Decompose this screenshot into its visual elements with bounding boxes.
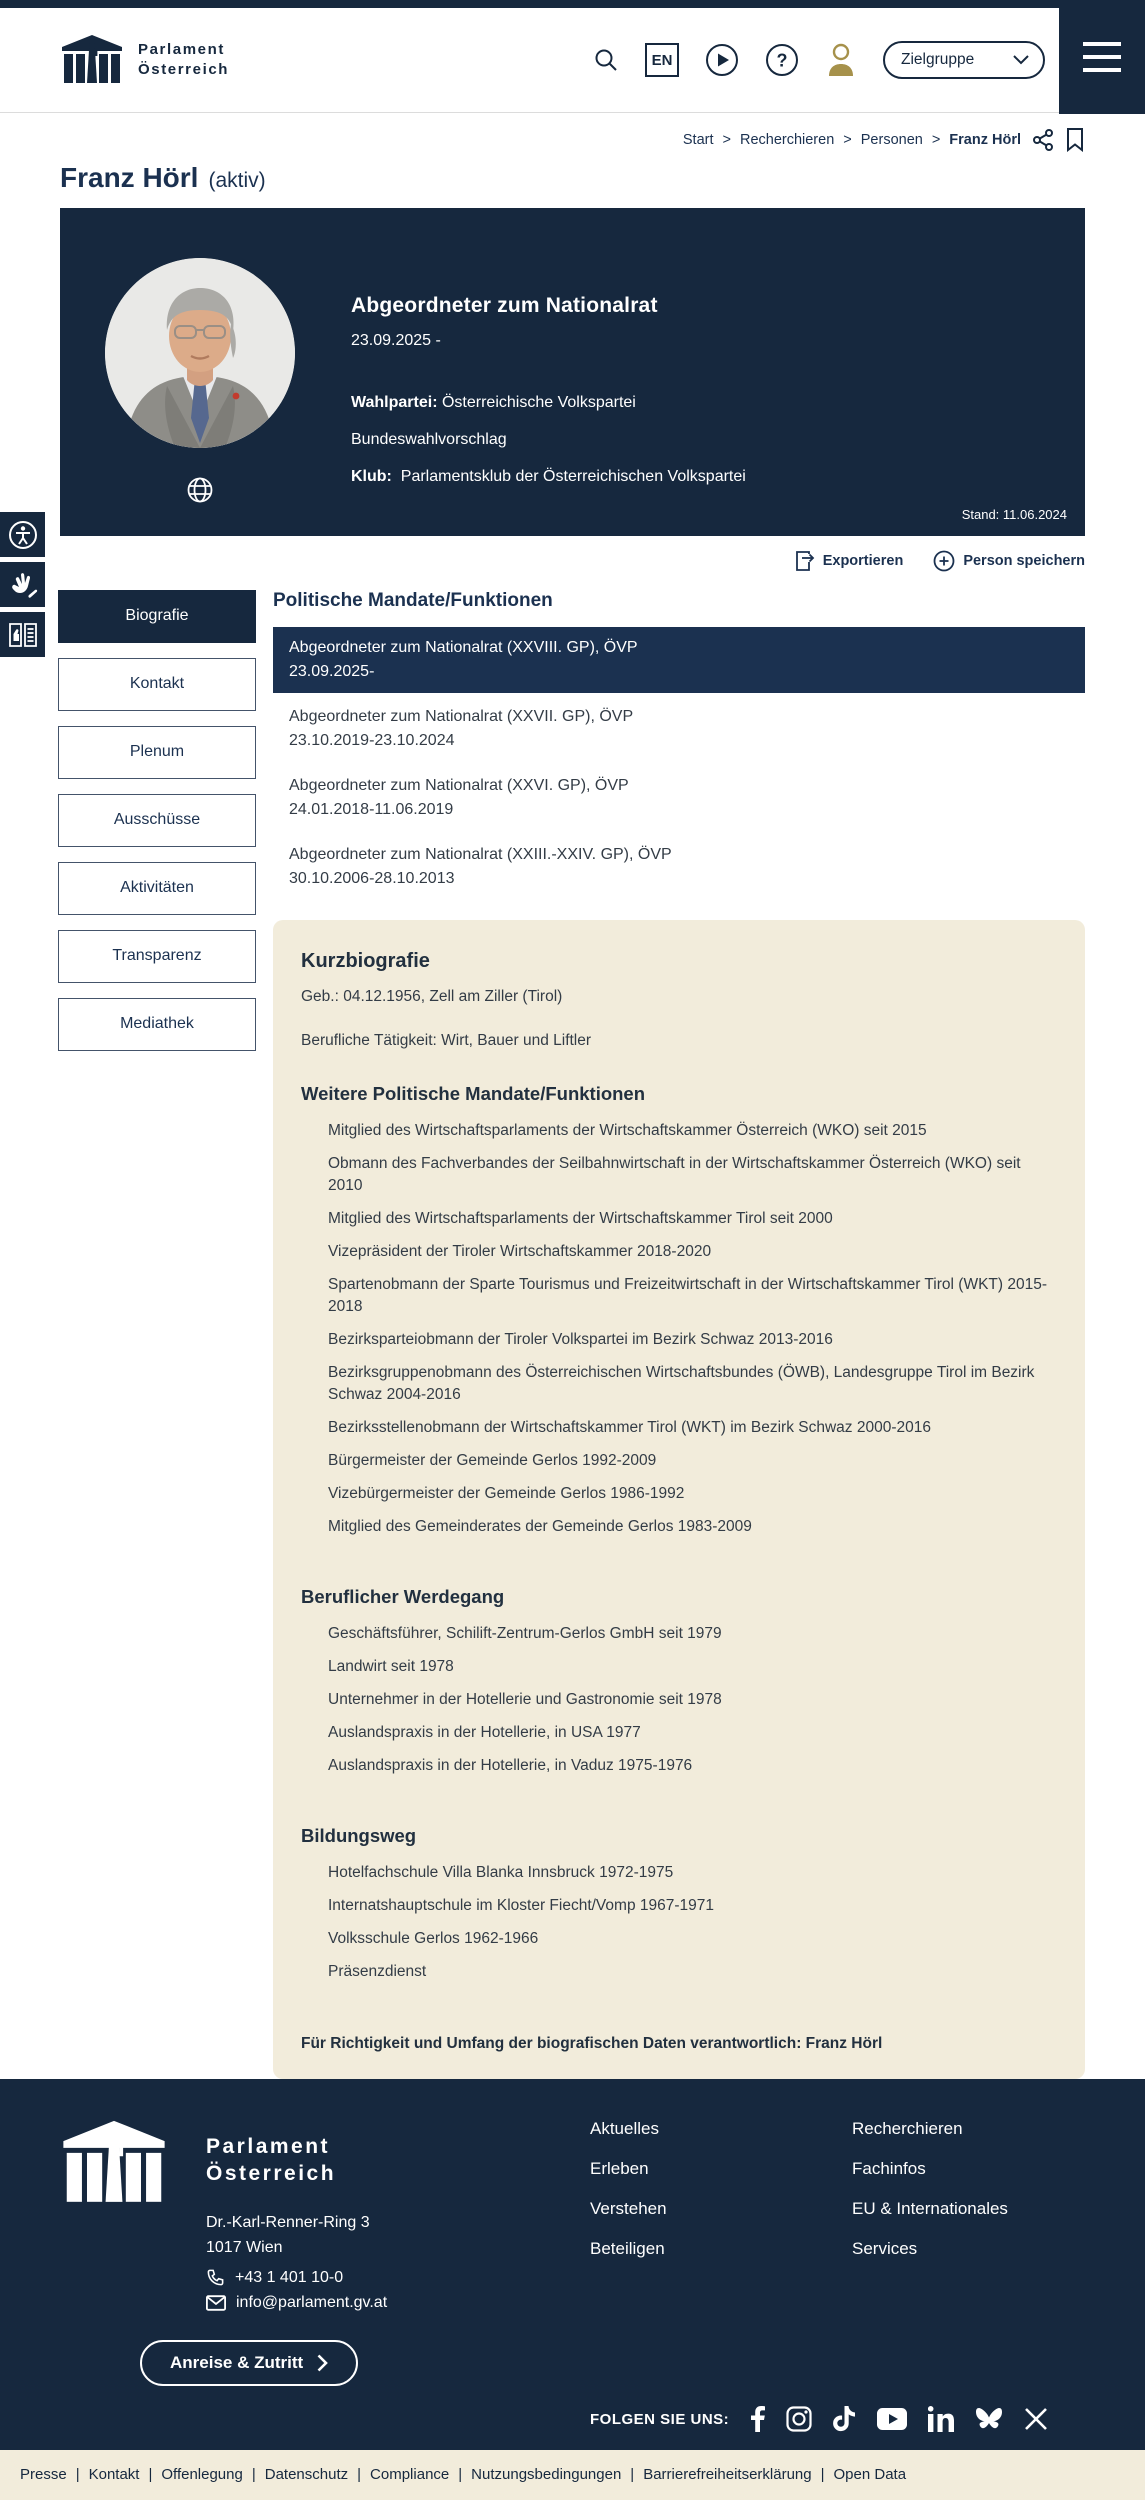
plus-circle-icon xyxy=(933,550,955,572)
tab-transparenz[interactable]: Transparenz xyxy=(58,930,256,983)
footer-link-beteiligen[interactable]: Beteiligen xyxy=(590,2238,665,2258)
legal-link-datenschutz[interactable]: Datenschutz | xyxy=(265,2466,370,2483)
footer-nav-column-1 xyxy=(590,2119,852,2386)
language-toggle[interactable]: EN xyxy=(645,43,679,77)
wahlpartei-line: Wahlpartei: Österreichische Volkspartei xyxy=(351,394,636,411)
chevron-down-icon xyxy=(1013,55,1029,65)
legal-link-presse[interactable]: Presse | xyxy=(20,2466,89,2483)
breadcrumb-current: Franz Hörl xyxy=(949,131,1021,148)
list-item: Auslandspraxis in der Hotellerie, in Vaduz 1975-1976 xyxy=(328,1756,693,1774)
search-icon[interactable] xyxy=(593,47,619,73)
werdegang-list xyxy=(301,1623,1057,1777)
list-item: Mitglied des Gemeinderates der Gemeinde Gerlos 1983-2009 xyxy=(328,1517,752,1535)
phone-icon xyxy=(206,2268,225,2287)
media-play-icon[interactable] xyxy=(705,43,739,77)
weitere-mandate-list xyxy=(301,1120,1057,1538)
brand-text: Parlament Österreich xyxy=(138,40,230,78)
website-globe-icon[interactable] xyxy=(186,476,214,504)
footer-link-fachinfos[interactable]: Fachinfos xyxy=(852,2158,926,2178)
footer-address: Dr.-Karl-Renner-Ring 3 1017 Wien xyxy=(206,2214,370,2257)
parliament-logo xyxy=(60,34,124,86)
list-item: Spartenobmann der Sparte Tourismus und Freizeitwirtschaft in der Wirtschaftskammer Tirol (WKT) 2015-2018 xyxy=(328,1275,1047,1315)
accessibility-icon[interactable] xyxy=(0,512,45,557)
person-section-tabs xyxy=(58,590,256,2079)
hamburger-menu-button[interactable] xyxy=(1059,0,1145,114)
footer-email-link[interactable]: info@parlament.gv.at xyxy=(236,2294,388,2311)
tab-plenum[interactable]: Plenum xyxy=(58,726,256,779)
bildungsweg-list xyxy=(301,1862,1057,1983)
facebook-icon[interactable] xyxy=(751,2406,765,2432)
legal-link-barrierefreiheit[interactable]: Barrierefreiheitserklärung | xyxy=(643,2466,833,2483)
list-item: Bürgermeister der Gemeinde Gerlos 1992-2009 xyxy=(328,1451,657,1469)
biografie-panel xyxy=(273,590,1085,2079)
bluesky-icon[interactable] xyxy=(975,2407,1003,2432)
mandate-period: 23.09.2025 - xyxy=(351,332,441,349)
list-item: Obmann des Fachverbandes der Seilbahnwirtschaft in der Wirtschaftskammer Österreich (WKO) seit 2010 xyxy=(328,1154,1021,1194)
site-header xyxy=(0,0,1145,113)
tab-mediathek[interactable]: Mediathek xyxy=(58,998,256,1051)
list-item: Mitglied des Wirtschaftsparlaments der Wirtschaftskammer Tirol seit 2000 xyxy=(328,1209,833,1227)
status-badge: (aktiv) xyxy=(208,169,266,192)
audience-select-value: Zielgruppe xyxy=(901,51,975,68)
list-item: Internatshauptschule im Kloster Fiecht/Vomp 1967-1971 xyxy=(328,1896,715,1914)
bildungsweg-heading: Bildungsweg xyxy=(301,1824,417,1846)
list-item: Hotelfachschule Villa Blanka Innsbruck 1972-1975 xyxy=(328,1863,674,1881)
legal-link-compliance[interactable]: Compliance | xyxy=(370,2466,471,2483)
page-title: Franz Hörl xyxy=(60,162,199,193)
list-item: Mitglied des Wirtschaftsparlaments der Wirtschaftskammer Österreich (WKO) seit 2015 xyxy=(328,1121,927,1139)
footer-brand-block xyxy=(60,2119,590,2386)
footer-nav-column-2 xyxy=(852,2119,1085,2386)
tab-ausschuesse[interactable]: Ausschüsse xyxy=(58,794,256,847)
data-stand-date: Stand: 11.06.2024 xyxy=(961,506,1067,522)
mandate-item-current: Abgeordneter zum Nationalrat (XXVIII. GP), ÖVP 23.09.2025- xyxy=(273,627,1085,693)
legal-links-bar xyxy=(0,2450,1145,2500)
breadcrumb-personen[interactable]: Personen > xyxy=(861,132,950,148)
person-actions xyxy=(60,550,1085,572)
export-button[interactable]: Exportieren xyxy=(793,550,904,572)
mandate-item: Abgeordneter zum Nationalrat (XXVI. GP), ÖVP 24.01.2018-11.06.2019 xyxy=(289,776,629,818)
help-icon[interactable] xyxy=(765,43,799,77)
save-person-button[interactable]: Person speichern xyxy=(933,550,1085,572)
list-item: Auslandspraxis in der Hotellerie, in USA 1977 xyxy=(328,1723,641,1741)
mandates-list xyxy=(273,627,1085,900)
audience-select[interactable] xyxy=(883,41,1045,79)
list-item: Bezirksgruppenobmann des Österreichischen Wirtschaftsbundes (ÖWB), Landesgruppe Tirol im Bezirk Schwaz 2004-2016 xyxy=(328,1363,1035,1403)
footer-link-services[interactable]: Services xyxy=(852,2238,918,2258)
tiktok-icon[interactable] xyxy=(833,2406,856,2432)
birth-line: Geb.: 04.12.1956, Zell am Ziller (Tirol) xyxy=(301,987,563,1005)
footer-link-recherchieren[interactable]: Recherchieren xyxy=(852,2118,963,2138)
occupation-line: Berufliche Tätigkeit: Wirt, Bauer und Liftler xyxy=(301,1032,592,1050)
email-icon xyxy=(206,2295,226,2311)
social-follow-row xyxy=(590,2406,1085,2432)
tab-kontakt[interactable]: Kontakt xyxy=(58,658,256,711)
footer-link-verstehen[interactable]: Verstehen xyxy=(590,2198,667,2218)
klub-line: Klub: Parlamentsklub der Österreichischen Volkspartei xyxy=(351,468,746,485)
breadcrumb-recherchieren[interactable]: Recherchieren > xyxy=(740,132,861,148)
instagram-icon[interactable] xyxy=(786,2406,812,2432)
list-item: Volksschule Gerlos 1962-1966 xyxy=(328,1929,539,1947)
list-item: Unternehmer in der Hotellerie und Gastronomie seit 1978 xyxy=(328,1690,722,1708)
list-item: Landwirt seit 1978 xyxy=(328,1657,454,1675)
list-item: Vizebürgermeister der Gemeinde Gerlos 1986-1992 xyxy=(328,1484,685,1502)
bundeswahlvorschlag-line: Bundeswahlvorschlag xyxy=(351,431,507,448)
list-item: Vizepräsident der Tiroler Wirtschaftskammer 2018-2020 xyxy=(328,1242,712,1260)
breadcrumb xyxy=(60,127,1085,152)
tab-biografie[interactable]: Biografie xyxy=(58,590,256,643)
top-accent-bar xyxy=(0,0,1145,8)
footer-link-aktuelles[interactable]: Aktuelles xyxy=(590,2118,659,2138)
legal-link-kontakt[interactable]: Kontakt | xyxy=(89,2466,162,2483)
breadcrumb-start[interactable]: Start > xyxy=(683,132,740,148)
follow-label: FOLGEN SIE UNS: xyxy=(590,2410,730,2428)
footer-phone-link[interactable]: +43 1 401 10-0 xyxy=(235,2268,344,2286)
accessibility-rail xyxy=(0,512,45,657)
footer xyxy=(0,2079,1145,2500)
list-item: Bezirksstellenobmann der Wirtschaftskammer Tirol (WKT) im Bezirk Schwaz 2000-2016 xyxy=(328,1418,931,1436)
x-icon[interactable] xyxy=(1024,2407,1048,2431)
footer-brand-text: Parlament Österreich xyxy=(206,2134,337,2186)
person-hero-card xyxy=(60,208,1085,536)
tab-aktivitaeten[interactable]: Aktivitäten xyxy=(58,862,256,915)
list-item: Präsenzdienst xyxy=(328,1962,427,1980)
list-item: Bezirksparteiobmann der Tiroler Volkspartei im Bezirk Schwaz 2013-2016 xyxy=(328,1330,833,1348)
footer-link-eu-internationales[interactable]: EU & Internationales xyxy=(852,2198,1008,2218)
weitere-mandate-heading: Weitere Politische Mandate/Funktionen xyxy=(301,1082,646,1104)
kurzbiografie-heading: Kurzbiografie xyxy=(301,949,430,972)
mandate-item: Abgeordneter zum Nationalrat (XXVII. GP), ÖVP 23.10.2019-23.10.2024 xyxy=(289,707,634,749)
footer-link-erleben[interactable]: Erleben xyxy=(590,2158,649,2178)
mandate-item: Abgeordneter zum Nationalrat (XXIII.-XXIV. GP), ÖVP 30.10.2006-28.10.2013 xyxy=(289,845,672,887)
mandates-heading: Politische Mandate/Funktionen xyxy=(273,589,553,611)
kurzbiografie-box xyxy=(273,920,1085,2079)
export-icon xyxy=(793,550,815,572)
legal-link-offenlegung[interactable]: Offenlegung | xyxy=(161,2466,264,2483)
portrait-photo xyxy=(105,258,295,448)
svg-text:?: ? xyxy=(776,50,788,71)
legal-link-nutzungsbedingungen[interactable]: Nutzungsbedingungen | xyxy=(471,2466,643,2483)
anreise-zutritt-button[interactable]: Anreise & Zutritt xyxy=(140,2340,358,2386)
list-item: Geschäftsführer, Schilift-Zentrum-Gerlos GmbH seit 1979 xyxy=(328,1624,722,1642)
parliament-logo-footer xyxy=(60,2119,168,2312)
sign-language-icon[interactable] xyxy=(0,562,45,607)
youtube-icon[interactable] xyxy=(877,2408,907,2430)
linkedin-icon[interactable] xyxy=(928,2406,954,2432)
bookmark-icon[interactable] xyxy=(1065,127,1085,152)
responsibility-note: Für Richtigkeit und Umfang der biografischen Daten verantwortlich: Franz Hörl xyxy=(301,2034,883,2052)
mandate-role: Abgeordneter zum Nationalrat xyxy=(351,294,658,317)
parliament-logo-brand[interactable] xyxy=(60,34,229,86)
profile-icon[interactable] xyxy=(825,42,857,78)
share-icon[interactable] xyxy=(1031,128,1055,152)
easy-language-icon[interactable] xyxy=(0,612,45,657)
legal-link-open-data[interactable]: Open Data xyxy=(833,2466,907,2483)
werdegang-heading: Beruflicher Werdegang xyxy=(301,1585,505,1607)
